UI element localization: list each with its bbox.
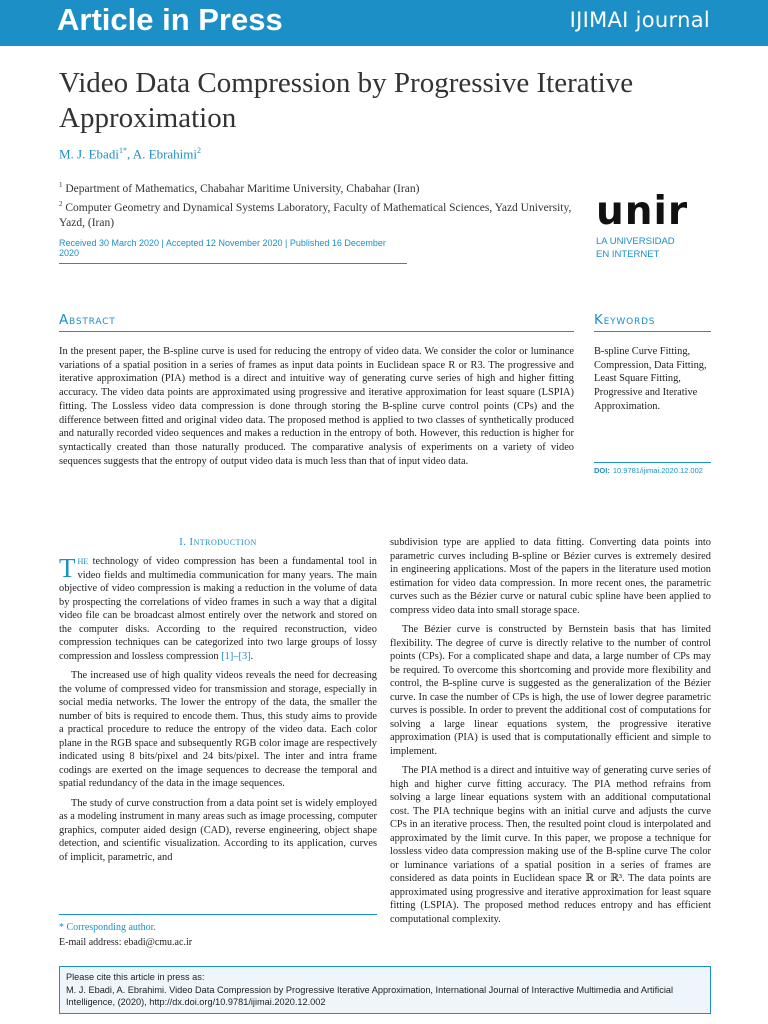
affiliations bbox=[59, 178, 579, 231]
journal-name: IJIMAI journal bbox=[569, 8, 710, 32]
section-number: I. bbox=[179, 537, 187, 548]
affiliation-number: 2 bbox=[59, 199, 63, 208]
keywords-heading-text: Keywords bbox=[594, 312, 656, 328]
citation-text[interactable]: M. J. Ebadi, A. Ebrahimi. Video Data Compression by Progressive Iterative Approximation, International Journal of Interactive Multimedia and Artificial Intelligence, (2020), http://dx.doi.org/10.9781/ijimai.2020.12.002 bbox=[66, 984, 674, 1007]
paragraph bbox=[59, 555, 377, 663]
author-affiliation-mark: 2 bbox=[197, 146, 202, 155]
section-title-initial: I bbox=[189, 537, 194, 548]
doi-label: DOI: bbox=[594, 466, 610, 475]
paragraph: The Bézier curve is constructed by Bernstein basis that has limited flexibility. The degree of curve is directly relative to the number of control points (CPs). For a complicated shape and data, a large number of CPs may be required. To overcome this shortcoming and provide more flexibility and control, the B-spline curve is suggested as the generalization of the Bézier curve. In case the number of CPs is high, the use of lower degree parametric curves is possible. In order to prevent the additional cost of computations for solving a large linear equations system, the progressive iterative approximation (PIA) is used that is computationally efficient and simple to implement. bbox=[390, 624, 711, 757]
citation-link[interactable]: [1]–[3] bbox=[221, 650, 251, 662]
section-title-rest: NTRODUCTION bbox=[193, 538, 257, 547]
doi-value[interactable]: 10.9781/ijimai.2020.12.002 bbox=[612, 466, 703, 475]
paragraph-end: . bbox=[250, 650, 254, 662]
unir-logo[interactable] bbox=[596, 190, 726, 260]
affiliation-number: 1 bbox=[59, 181, 63, 189]
paragraph: subdivision type are applied to data fitting. Converting data points into parametric curves including B-spline or Bézier curves is extremely desired in engineering applications. Most of the papers in the literature used motion estimation for video data compression. In more recent ones, the parametric curves such as the Bézier curve or natural cubic spline have been applied to compress video data into small storage space. bbox=[390, 537, 711, 616]
corresponding-author-footnote bbox=[59, 914, 377, 950]
paragraph: The increased use of high quality videos reveals the need for decreasing the volume of compressed video for transmission and storage, especially in social media networks. The lower the entropy of the data, the smaller the number of bits is required to encode them. Thus, this study aims to provide a practical procedure to reduce the entropy of the video data. Each color plane in the RGB space and subsequently RGB color image are respectively indicated using 8 bits/pixel and 24 bits/pixel. The inter and intra frame codings are exerted on the image sequences to decrease the temporal and spatial redundancy of the data in the image sequences. bbox=[59, 670, 377, 789]
author-affiliation-mark: 1* bbox=[118, 146, 127, 155]
author-separator: , bbox=[126, 146, 133, 162]
logo-tagline-line2: EN INTERNET bbox=[596, 249, 660, 260]
paper-title: Video Data Compression by Progressive Iterative Approximation bbox=[59, 67, 634, 134]
author-name[interactable]: A. Ebrahimi bbox=[132, 146, 198, 162]
section-heading-introduction bbox=[59, 536, 377, 549]
abstract-body: In the present paper, the B-spline curve is used for reducing the entropy of video data. We consider the color or luminance variations of a spatial position in a series of frames as input data points in Euclidean space R or R3. The progressive and iterative approximation (PIA) method is a direct and intuitive way of generating curve series of high and higher fitting accuracy. The video data points are approximated using progressive and iterative approximation for least square (LSPIA) fitting. The Lossless video data compression is done through storing the B-spline curve control points (CPs) and the difference between fitted and original video data. The proposed method is applied to two classes of synthetically produced and naturally recorded video sequences and makes a reduction in the entropy of both. However, this reduction is higher for syntactically created than those naturally produced. The comparative analysis of experiments on a variety of video sequences suggests that the entropy of output video data is much less than that of input video data. bbox=[59, 346, 574, 467]
citation-intro: Please cite this article in press as: bbox=[66, 972, 205, 982]
keywords-list: B-spline Curve Fitting, Compression, Data Fitting, Least Square Fitting, Progressive and Iterative Approximation. bbox=[594, 346, 707, 412]
left-column bbox=[59, 536, 377, 870]
keywords-heading bbox=[594, 312, 711, 332]
doi-line[interactable] bbox=[594, 462, 711, 475]
affiliation bbox=[59, 197, 579, 231]
article-in-press-label: Article in Press bbox=[57, 2, 283, 37]
abstract-heading bbox=[59, 312, 574, 332]
paragraph: The PIA method is a direct and intuitive way of generating curve series of high and higher curve fitting accuracy. The PIA method refrains from solving a large linear equations system with an additional computational cost. The PIA technique begins with an initial curve and adjusts the curve CPs in an iterative process. Then, the resulted point cloud is interpolated and approximated by the limit curve. In this paper, we propose a technique for lossless video data compression making use of the B-spline curve The color or luminance variations of a spatial position in a series of frames are considered as data points in Euclidean space ℝ or ℝ³. The data points are approximated using progressive and iterative approximation for least square fitting (LSPIA). The proposed method reduces entropy and has efficient computational complexity. bbox=[390, 765, 711, 925]
corresponding-author-label: * Corresponding author. bbox=[59, 922, 156, 933]
drop-cap: T bbox=[59, 553, 76, 583]
abstract-heading-text: Abstract bbox=[59, 312, 116, 328]
small-caps-lead: HE bbox=[77, 557, 89, 566]
author-name[interactable]: M. J. Ebadi bbox=[59, 146, 119, 162]
publication-dates: Received 30 March 2020 | Accepted 12 November 2020 | Published 16 December 2020 bbox=[59, 238, 407, 264]
author-list bbox=[59, 146, 201, 162]
logo-wordmark: unir bbox=[596, 189, 689, 234]
header-bar bbox=[0, 0, 768, 46]
paragraph-text: technology of video compression has been a fundamental tool in video fields and multimedia communication for many years. The main objective of video compression is making a reduction in the volume of data by prospecting the correlations of video frames in such a way that a digital video file can be broadcast almost entirely over the network and stored on the computer disks. According to the required reconstruction, video compression techniques can be categorized into two large groups of lossy compression and lossless compression bbox=[59, 556, 377, 662]
logo-tagline-line1: LA UNIVERSIDAD bbox=[596, 236, 675, 247]
citation-box bbox=[59, 966, 711, 1014]
affiliation bbox=[59, 178, 579, 197]
affiliation-text: Computer Geometry and Dynamical Systems Laboratory, Faculty of Mathematical Sciences, Yazd University, Yazd, (Iran) bbox=[59, 201, 572, 229]
email-address[interactable]: E-mail address: ebadi@cmu.ac.ir bbox=[59, 937, 193, 948]
right-column bbox=[390, 536, 711, 932]
paragraph: The study of curve construction from a data point set is widely employed as a modeling instrument in many areas such as image processing, computer graphics, computer aided design (CAD), reverse engineering, object shape detection, and scientific visualization. According to its application, curves of implicit, parametric, and bbox=[59, 797, 377, 863]
affiliation-text: Department of Mathematics, Chabahar Maritime University, Chabahar (Iran) bbox=[62, 182, 420, 195]
